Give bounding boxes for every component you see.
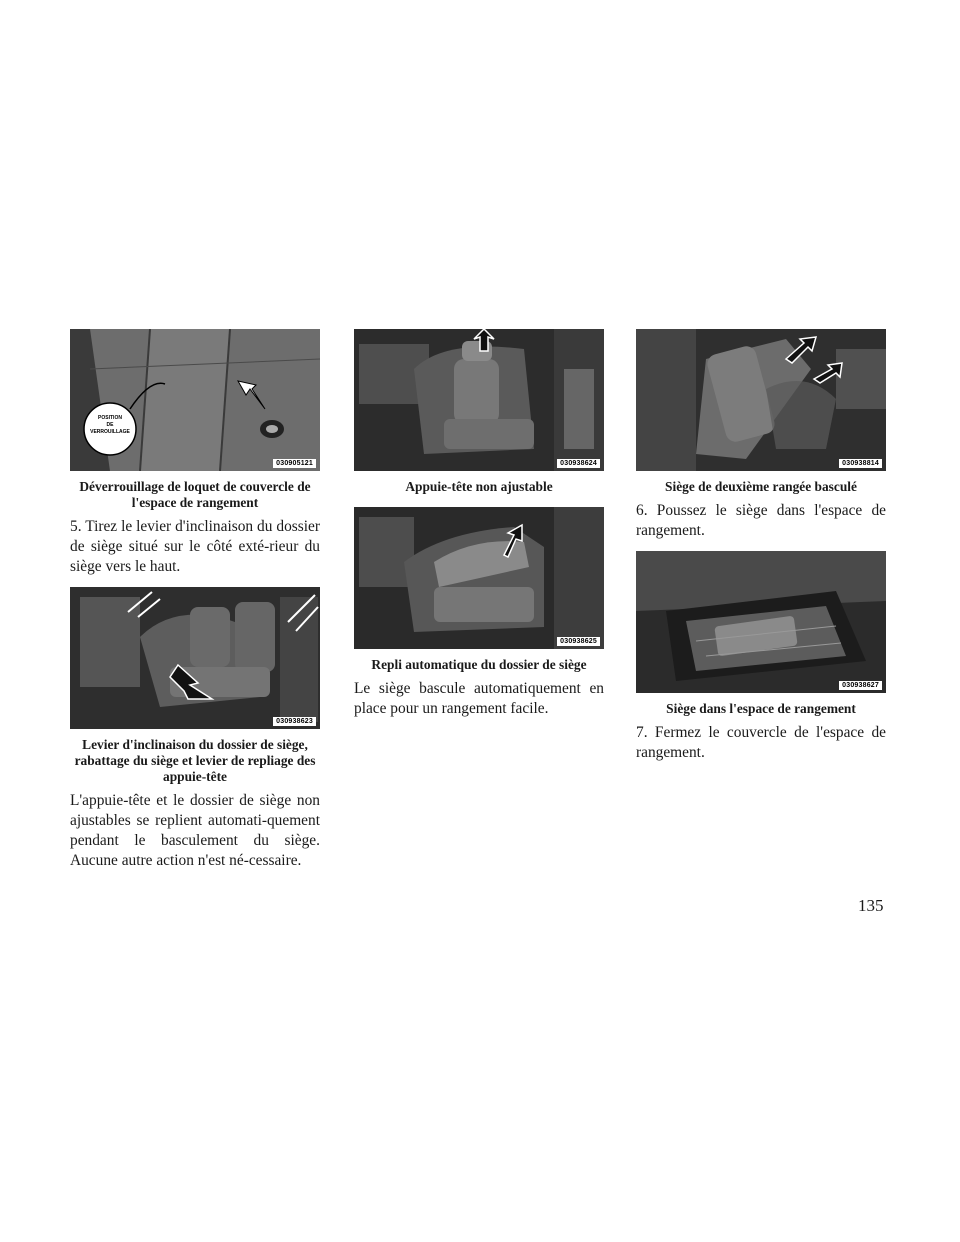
recline-lever-figure	[70, 587, 320, 729]
figure-code: 030938814	[839, 459, 882, 468]
column-left	[70, 329, 320, 881]
figure-caption: Siège dans l'espace de rangement	[666, 701, 856, 716]
figure-caption: Appuie-tête non ajustable	[405, 479, 553, 494]
figure-code: 030938624	[557, 459, 600, 468]
figure-caption: Repli automatique du dossier de siège	[371, 657, 587, 672]
lock-position-label-1: POSITION	[98, 415, 122, 421]
headrest-illustration	[354, 329, 604, 471]
storage-lid-illustration	[70, 329, 320, 471]
figure-code: 030938627	[839, 681, 882, 690]
seat-stowed-illustration	[636, 551, 886, 693]
figure-code: 030905121	[273, 459, 316, 468]
second-row-tilt-illustration	[636, 329, 886, 471]
figure-code: 030938623	[273, 717, 316, 726]
step-5-text: 5. Tirez le levier d'inclinaison du dossier de siège situé sur le côté exté-rieur du siège vers le haut.	[70, 518, 320, 575]
page-number: 135	[858, 896, 884, 915]
figure-caption: Déverrouillage de loquet de couvercle de l'espace de rangement	[79, 479, 311, 510]
column-right	[636, 329, 886, 773]
column-middle	[354, 329, 604, 729]
seatback-fold-figure	[354, 507, 604, 649]
lock-position-label-3: VERROUILLAGE	[90, 429, 130, 435]
step-7-text: 7. Fermez le couvercle de l'espace de rangement.	[636, 724, 886, 761]
figure-code: 030938625	[557, 637, 600, 646]
headrest-note-text: L'appuie-tête et le dossier de siège non ajustables se replient automati-quement pendant le basculement du siège. Aucune autre action n'est né-cessaire.	[70, 792, 320, 869]
seat-stowed-figure	[636, 551, 886, 693]
second-row-tilt-figure	[636, 329, 886, 471]
figure-caption: Siège de deuxième rangée basculé	[665, 479, 857, 494]
storage-lid-lock-figure	[70, 329, 320, 471]
figure-caption: Levier d'inclinaison du dossier de siège, rabattage du siège et levier de repliage des appuie-tête	[74, 737, 316, 784]
tilt-note-text: Le siège bascule automatiquement en place pour un rangement facile.	[354, 680, 604, 717]
lock-position-label-2: DE	[106, 422, 114, 428]
seatback-fold-illustration	[354, 507, 604, 649]
step-6-text: 6. Poussez le siège dans l'espace de rangement.	[636, 502, 886, 539]
recline-lever-illustration	[70, 587, 320, 729]
headrest-figure	[354, 329, 604, 471]
